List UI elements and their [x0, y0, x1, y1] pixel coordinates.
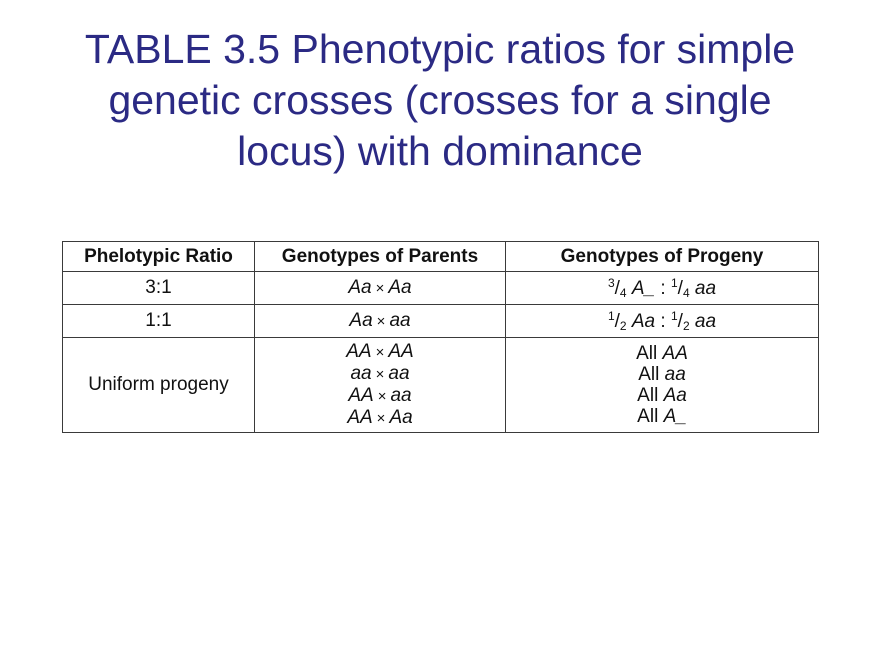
cross-symbol: × — [376, 410, 386, 427]
fraction-denominator: 2 — [682, 319, 690, 333]
progeny-item — [506, 343, 818, 364]
progeny-prefix: All — [637, 406, 659, 427]
parent-cross — [255, 341, 505, 363]
table-row — [63, 305, 819, 338]
fraction-numerator: 1 — [607, 309, 615, 323]
title-line-3: locus) with dominance — [237, 128, 643, 174]
parent-genotype: aa — [390, 385, 412, 406]
fraction-numerator: 3 — [607, 276, 615, 290]
progeny-prefix: All — [638, 364, 660, 385]
parents-cell — [255, 272, 506, 305]
progeny-genotype: Aa — [631, 311, 656, 332]
progeny-cell — [506, 338, 819, 433]
progeny-cell: $^1/_2$ Aa : $^1/_2$ aa — [506, 305, 819, 338]
cross-symbol: × — [375, 366, 385, 383]
progeny-genotype: aa — [694, 278, 717, 299]
ratio-cell: 1:1 — [63, 305, 255, 338]
cross-symbol: × — [375, 280, 385, 297]
fraction-denominator: 2 — [619, 319, 627, 333]
progeny-genotype: AA — [662, 343, 688, 364]
slide-title — [0, 24, 880, 177]
ratio-separator: : — [660, 311, 666, 332]
progeny-genotype: aa — [664, 364, 686, 385]
parent-genotype: Aa — [349, 310, 373, 331]
parent-genotype: Aa — [389, 407, 413, 428]
table-row — [63, 272, 819, 305]
cross-symbol: × — [377, 388, 387, 405]
fraction-denominator: 4 — [682, 286, 690, 300]
title-line-1: TABLE 3.5 Phenotypic ratios for simple — [84, 26, 796, 72]
progeny-item — [506, 385, 818, 406]
progeny-cell: $^3/_4$ A_ : $^1/_4$ aa — [506, 272, 819, 305]
progeny-prefix: All — [636, 343, 658, 364]
parents-cell — [255, 338, 506, 433]
parent-cross — [255, 385, 505, 407]
parent-genotype: Aa — [348, 277, 372, 298]
fraction-numerator: 1 — [670, 276, 678, 290]
progeny-genotype: aa — [694, 311, 717, 332]
cross-symbol: × — [375, 344, 385, 361]
table-header-row — [63, 242, 819, 272]
header-genotypes-parents: Genotypes of Parents — [255, 242, 506, 272]
parent-cross — [255, 407, 505, 429]
fraction-numerator: 1 — [670, 309, 678, 323]
progeny-item — [506, 364, 818, 385]
phenotypic-ratio-table — [62, 241, 819, 433]
header-genotypes-progeny: Genotypes of Progeny — [506, 242, 819, 272]
parent-genotype: Aa — [388, 277, 412, 298]
parent-genotype: AA — [347, 407, 373, 428]
fraction-denominator: 4 — [619, 286, 627, 300]
parent-genotype: aa — [388, 363, 410, 384]
parent-genotype: AA — [388, 341, 414, 362]
header-phenotypic-ratio: Phelotypic Ratio — [63, 242, 255, 272]
progeny-genotype: A_ — [663, 406, 687, 427]
ratio-cell: Uniform progeny — [63, 338, 255, 433]
parents-cell — [255, 305, 506, 338]
parent-genotype: aa — [389, 310, 411, 331]
progeny-item — [506, 406, 818, 427]
title-line-2: genetic crosses (crosses for a single — [108, 77, 772, 123]
parent-genotype: AA — [348, 385, 374, 406]
progeny-prefix: All — [637, 385, 659, 406]
ratio-separator: : — [660, 278, 666, 299]
progeny-genotype: Aa — [663, 385, 687, 406]
cross-symbol: × — [376, 313, 386, 330]
parent-genotype: aa — [350, 363, 372, 384]
parent-genotype: AA — [346, 341, 372, 362]
parent-cross — [255, 363, 505, 385]
ratio-cell: 3:1 — [63, 272, 255, 305]
table-row — [63, 338, 819, 433]
progeny-genotype: A_ — [631, 278, 656, 299]
